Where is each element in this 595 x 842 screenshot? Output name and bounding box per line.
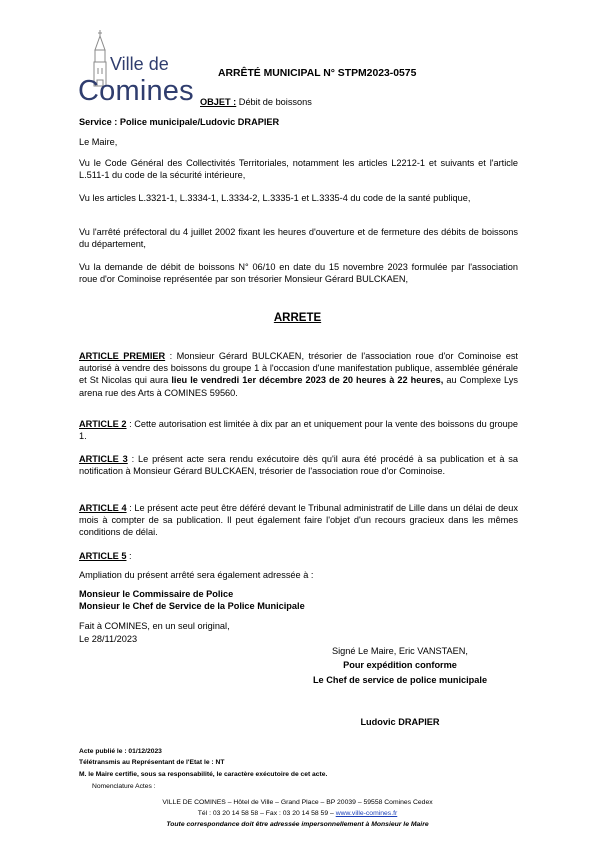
objet-label: OBJET : <box>200 97 237 107</box>
vu-cgct: Vu le Code Général des Collectivités Territoriales, notamment les articles L2212-1 et suivants et l'article L.511-1 du code de la sécurité intérieure, <box>79 158 518 181</box>
footer-contact <box>0 809 595 819</box>
signataire-nom: Ludovic DRAPIER <box>360 717 440 727</box>
footer-website-link[interactable]: www.ville-comines.fr <box>335 810 398 817</box>
article-3 <box>79 453 518 477</box>
article-premier <box>79 350 518 399</box>
le-maire: Le Maire, <box>79 137 118 147</box>
article-premier-end: au Complexe Lys arena rue des Arts à COMINES 59560. <box>79 375 518 398</box>
destinataire-chef-service: Monsieur le Chef de Service de la Police Municipale <box>79 601 305 611</box>
article-5 <box>79 550 518 562</box>
pour-expedition: Pour expédition conforme <box>343 660 457 670</box>
destinataire-commissaire: Monsieur le Commissaire de Police <box>79 589 234 599</box>
vu-sante-publique: Vu les articles L.3321-1, L.3334-1, L.3334-2, L.3335-1 et L.3335-4 du code de la santé publique, <box>79 193 471 203</box>
certification: M. le Maire certifie, sous sa responsabilité, le caractère exécutoire de cet acte. <box>79 771 328 778</box>
date-signature: Le 28/11/2023 <box>79 634 138 644</box>
ampliation: Ampliation du présent arrêté sera également adressée à : <box>79 570 314 580</box>
article-2-text: : Cette autorisation est limitée à dix par an et uniquement pour la vente des boissons du groupe 1. <box>79 419 518 442</box>
fait-a: Fait à COMINES, en un seul original, <box>79 621 230 631</box>
article-premier-text: : Monsieur Gérard BULCKAEN, trésorier de l'association roue d'or Cominoise est autorisé à vendre des boissons du groupe 1 à l'occasion d'une manifestation publique, assemblée générale et St Nicolas qui aura <box>79 351 518 386</box>
article-premier-label: ARTICLE PREMIER <box>79 351 166 361</box>
article-4-text: : Le présent acte peut être déféré devant le Tribunal administratif de Lille dans un délai de deux mois à compter de sa publication. Il peut également faire l'objet d'un recours gracieux dans les mêmes conditions de délai. <box>79 503 518 538</box>
vu-demande: Vu la demande de débit de boissons N° 06/10 en date du 15 novembre 2023 formulée par l'association roue d'or Cominoise représentée par son trésorier Monsieur Gérard BULCKAEN, <box>79 262 518 285</box>
article-3-text: : Le présent acte sera rendu exécutoire dès qu'il aura été procédé à sa publication et à sa notification à Monsieur Gérard BULCKAEN, trésorier de l'association roue d'or Cominoise. <box>79 454 518 477</box>
article-premier-date: lieu le vendredi 1er décembre 2023 de 20 heures à 22 heures, <box>171 375 444 386</box>
article-5-label: ARTICLE 5 <box>79 551 127 561</box>
article-4 <box>79 502 518 539</box>
logo-ville-de: Ville de <box>110 54 169 74</box>
document-title: ARRÊTÉ MUNICIPAL N° STPM2023-0575 <box>218 68 417 79</box>
city-logo <box>78 22 196 108</box>
article-5-colon: : <box>126 551 132 561</box>
service-line: Service : Police municipale/Ludovic DRAPIER <box>79 117 280 127</box>
chef-service: Le Chef de service de police municipale <box>312 675 488 685</box>
vu-arrete-prefectoral: Vu l'arrêté préfectoral du 4 juillet 2002 fixant les heures d'ouverture et de fermeture des débits de boissons du département, <box>79 227 518 250</box>
teletransmis: Télétransmis au Représentant de l'Etat le : NT <box>79 759 225 766</box>
footer-address: VILLE DE COMINES – Hôtel de Ville – Grand Place – BP 20039 – 59558 Comines Cedex <box>162 799 433 806</box>
nomenclature: Nomenclature Actes : <box>92 783 156 790</box>
objet-value: Débit de boissons <box>236 97 312 107</box>
acte-publie: Acte publié le : 01/12/2023 <box>79 748 162 755</box>
signe-maire: Signé Le Maire, Eric VANSTAEN, <box>332 646 468 656</box>
objet-line <box>200 97 312 107</box>
article-2 <box>79 418 518 442</box>
footer-note: Toute correspondance doit être adressée impersonnellement à Monsieur le Maire <box>166 821 429 828</box>
article-2-label: ARTICLE 2 <box>79 419 127 429</box>
footer-phone-fax: Tél : 03 20 14 58 58 – Fax : 03 20 14 58 59 – <box>197 810 336 817</box>
arrete-heading: ARRETE <box>273 312 322 324</box>
article-4-label: ARTICLE 4 <box>79 503 127 513</box>
article-3-label: ARTICLE 3 <box>79 454 128 464</box>
logo-comines: Comines <box>78 75 194 107</box>
